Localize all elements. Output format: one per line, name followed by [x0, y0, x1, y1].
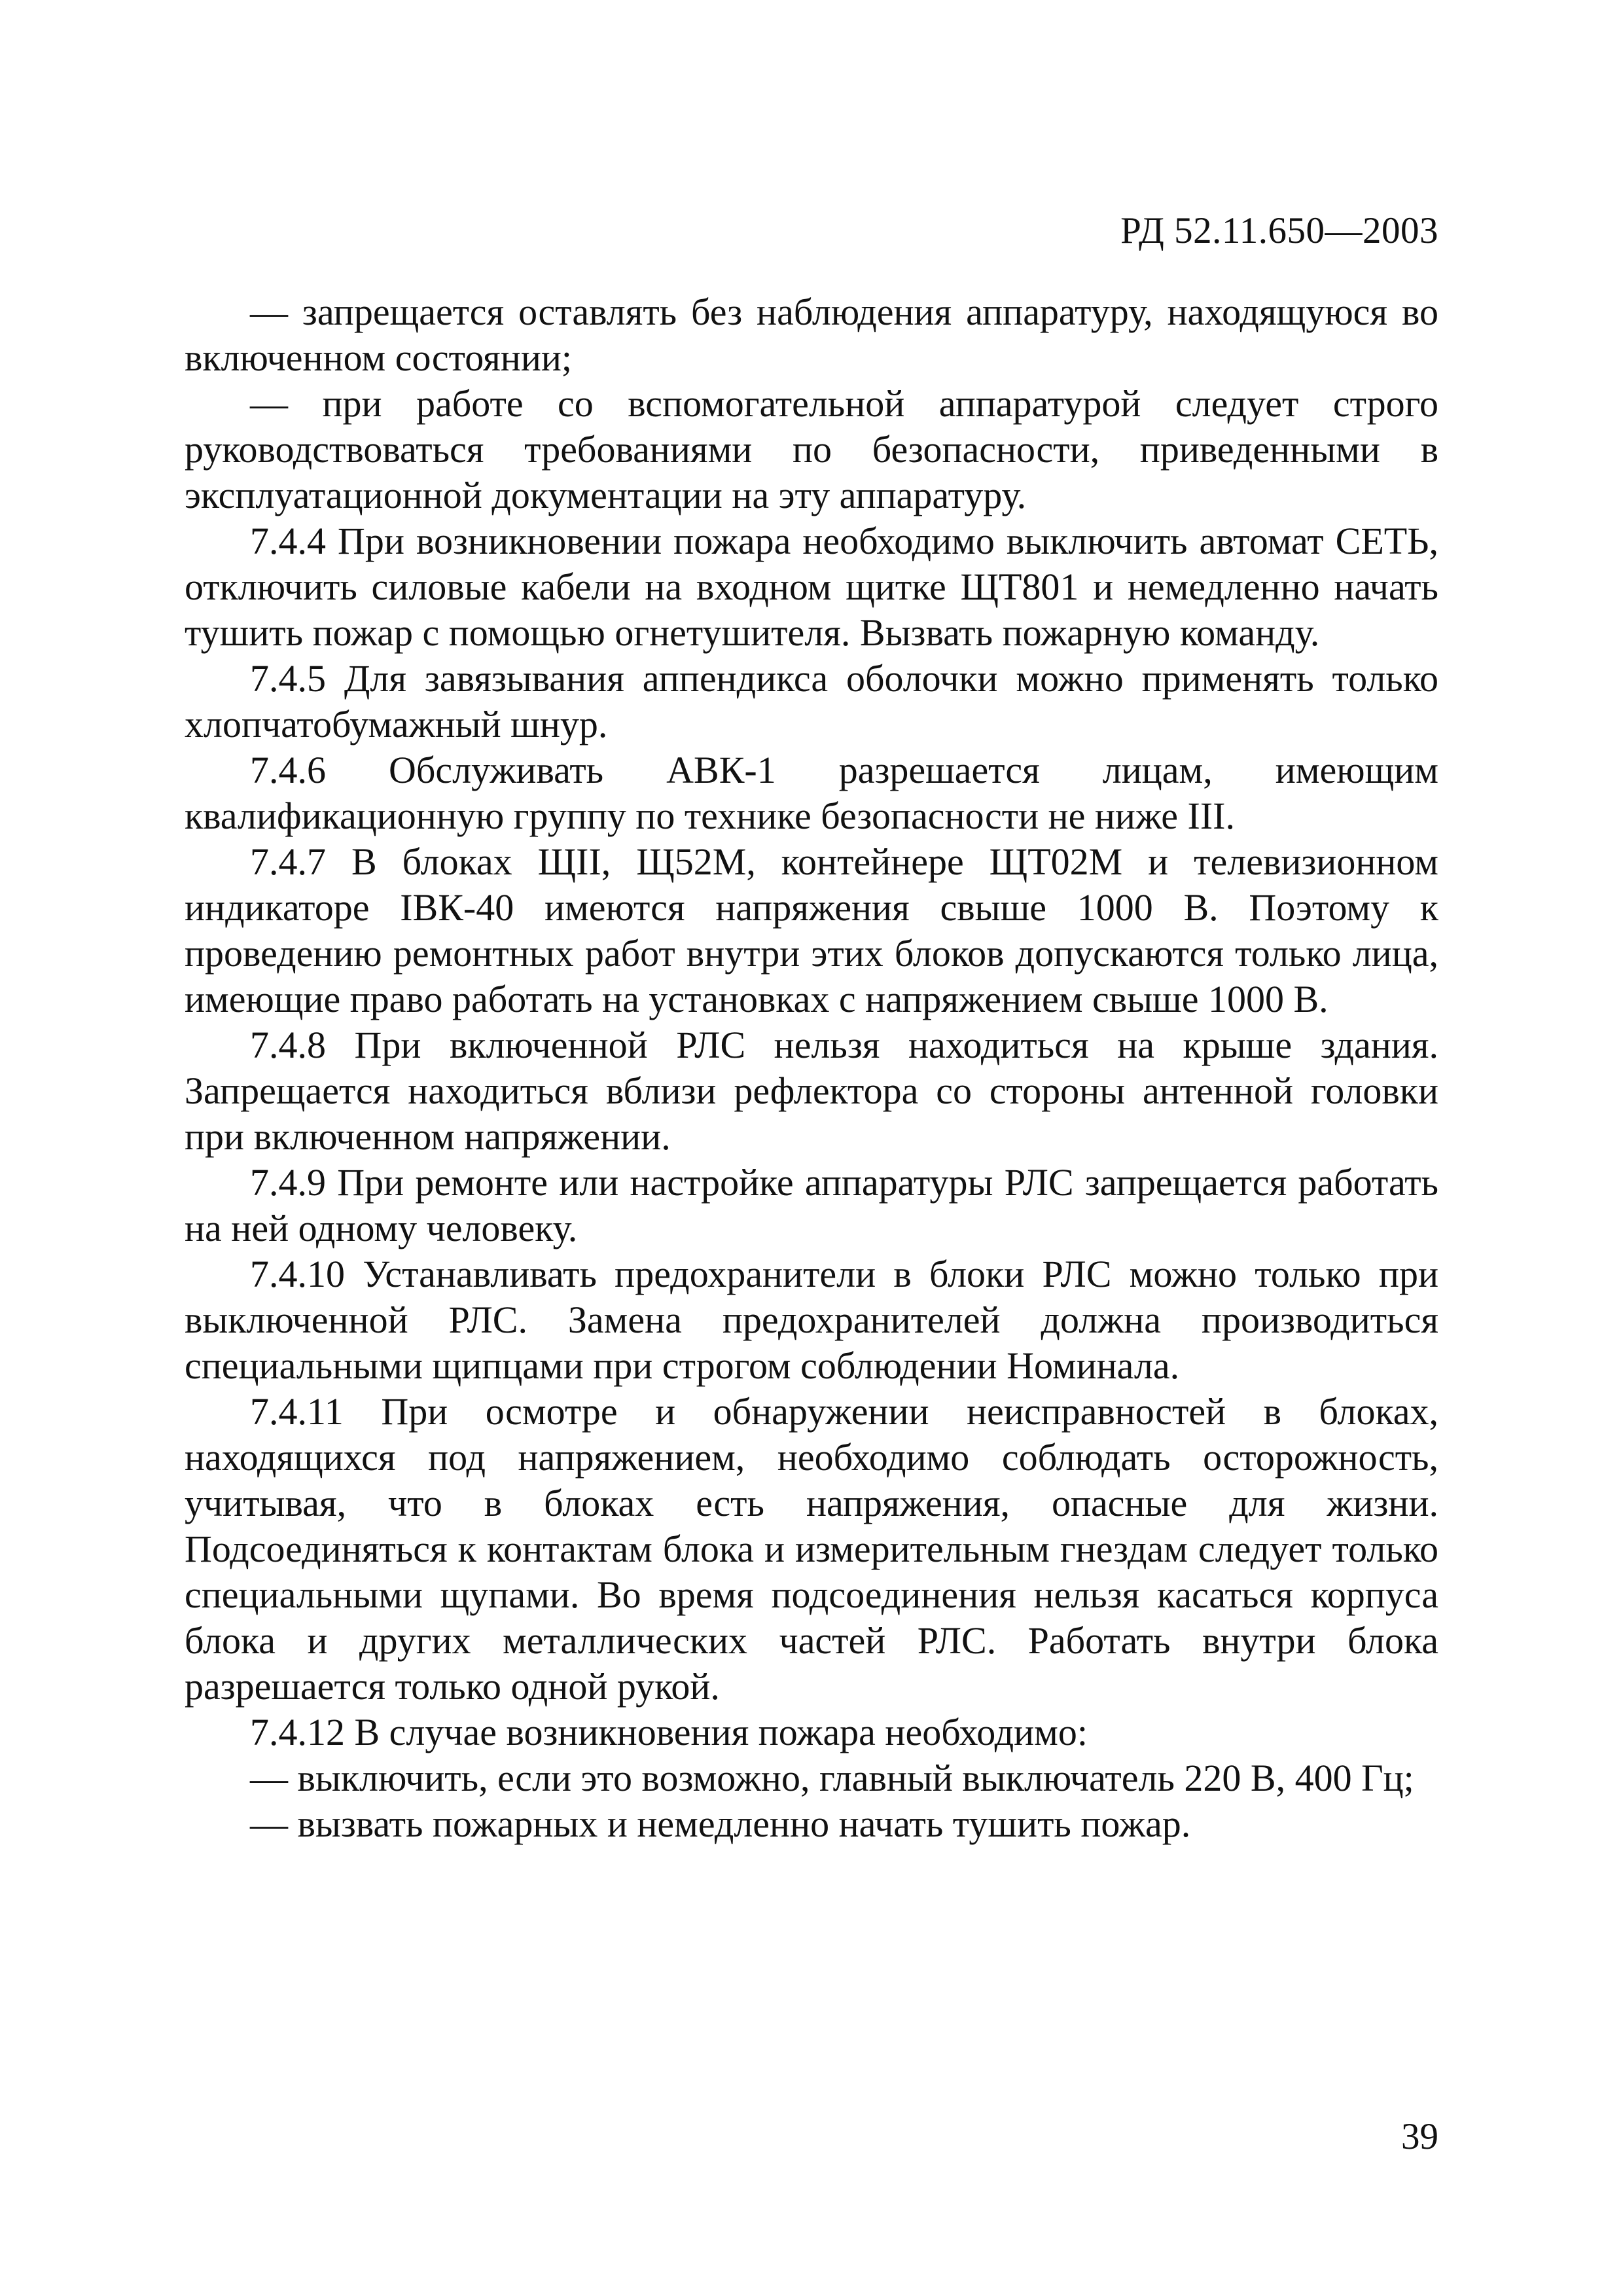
- paragraph-7-4-6: 7.4.6 Обслуживать АВК-1 разрешается лицам, имеющим квалификационную группу по технике безопасности не ниже III.: [185, 749, 1438, 837]
- paragraph-unattended-equipment: — запрещается оставлять без наблюдения аппаратуру, находящуюся во включенном состоянии;: [185, 291, 1438, 379]
- paragraph-7-4-9: 7.4.9 При ремонте или настройке аппаратуры РЛС запрещается работать на ней одному человеку.: [185, 1161, 1438, 1249]
- paragraph-7-4-4: 7.4.4 При возникновении пожара необходимо выключить автомат СЕТЬ, отключить силовые кабели на входном щитке ЩТ801 и немедленно начать тушить пожар с помощью огнетушителя. Вызвать пожарную команду.: [185, 520, 1438, 654]
- paragraph-main-switch: — выключить, если это возможно, главный выключатель 220 В, 400 Гц;: [250, 1757, 1414, 1799]
- paragraph-7-4-10: 7.4.10 Устанавливать предохранители в блоки РЛС можно только при выключенной РЛС. Замена предохранителей должна производиться специальными щипцами при строгом соблюдении Номинала.: [185, 1253, 1438, 1387]
- paragraph-call-firefighters: — вызвать пожарных и немедленно начать тушить пожар.: [250, 1803, 1191, 1845]
- page-number: 39: [1401, 2116, 1438, 2157]
- paragraph-7-4-12: 7.4.12 В случае возникновения пожара необходимо:: [250, 1711, 1088, 1753]
- paragraph-auxiliary-equipment: — при работе со вспомогательной аппаратурой следует строго руководствоваться требованиями по безопасности, приведенными в эксплуатационной документации на эту аппаратуру.: [185, 382, 1438, 516]
- paragraph-7-4-5: 7.4.5 Для завязывания аппендикса оболочки можно применять только хлопчатобумажный шнур.: [185, 657, 1438, 745]
- paragraph-7-4-7: 7.4.7 В блоках ЩII, Щ52М, контейнере ЩТ02М и телевизионном индикаторе IВК-40 имеются напряжения свыше 1000 В. Поэтому к проведению ремонтных работ внутри этих блоков допускаются только лица, имеющие право работать на установках с напряжением свыше 1000 В.: [185, 840, 1438, 1020]
- document-body: [185, 289, 1438, 1847]
- paragraph-7-4-11: 7.4.11 При осмотре и обнаружении неисправностей в блоках, находящихся под напряжением, необходимо соблюдать осторожность, учитывая, что в блоках есть напряжения, опасные для жизни. Подсоединяться к контактам блока и измерительным гнездам следует только специальными щупами. Во время подсоединения нельзя касаться корпуса блока и других металлических частей РЛС. Работать внутри блока разрешается только одной рукой.: [185, 1390, 1438, 1708]
- document-code-header: РД 52.11.650—2003: [1120, 210, 1438, 251]
- paragraph-7-4-8: 7.4.8 При включенной РЛС нельзя находиться на крыше здания. Запрещается находиться вблизи рефлектора со стороны антенной головки при включенном напряжении.: [185, 1024, 1438, 1158]
